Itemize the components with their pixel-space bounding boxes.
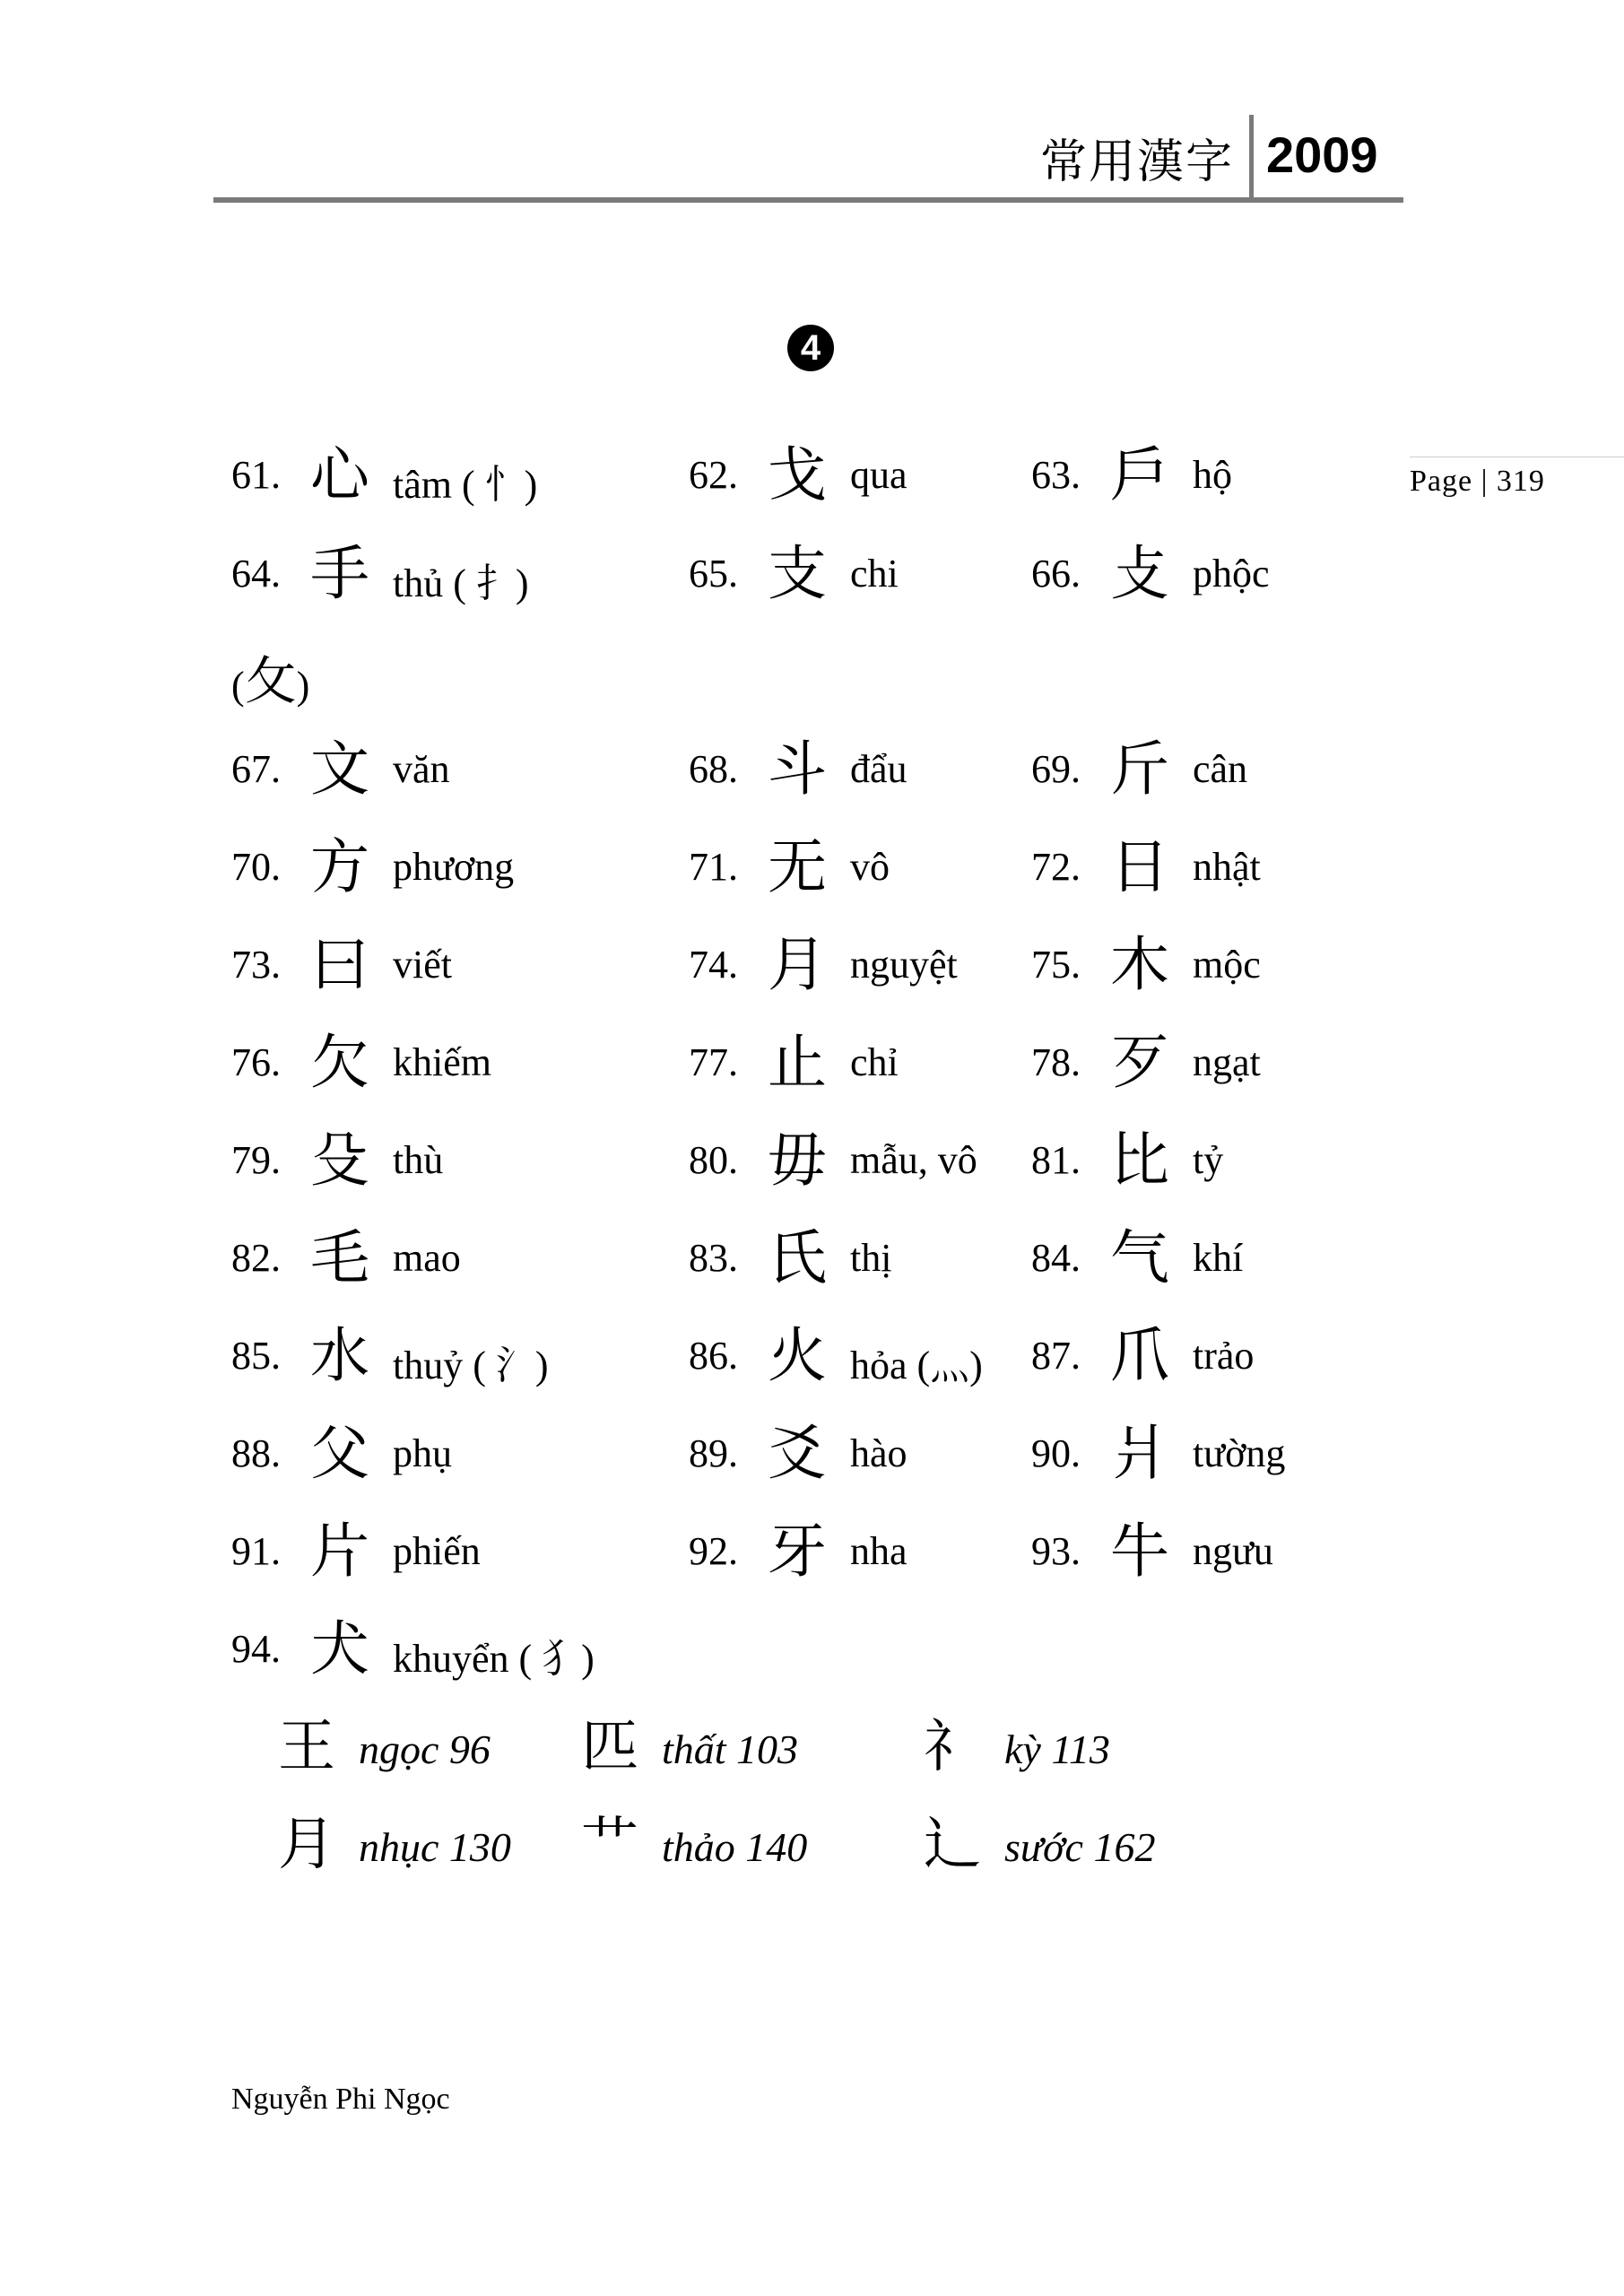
entry-character: 手 xyxy=(310,539,369,608)
entry-number: 71. xyxy=(689,845,738,889)
variant-reading: kỳ 113 xyxy=(1004,1726,1110,1772)
entry-reading: mao xyxy=(393,1236,461,1280)
entry-character: 欠 xyxy=(310,1028,369,1097)
entry-number: 74. xyxy=(689,943,738,987)
entry-reading: tường xyxy=(1193,1431,1286,1475)
page-number: Page | 319 xyxy=(1410,465,1545,498)
entry-reading: ngạt xyxy=(1193,1040,1261,1084)
continuation-close-paren: ) xyxy=(296,664,310,708)
entry-number: 76. xyxy=(231,1040,281,1084)
entry-number: 61. xyxy=(231,453,281,497)
entry-number: 94. xyxy=(231,1627,281,1671)
entry-number: 85. xyxy=(231,1334,281,1378)
entry-number: 92. xyxy=(689,1529,738,1573)
entry-character: 爻 xyxy=(768,1419,827,1488)
entry-number: 65. xyxy=(689,552,738,596)
entry-reading: nhật xyxy=(1193,845,1261,889)
entry-reading: cân xyxy=(1193,747,1248,791)
entry-number: 88. xyxy=(231,1431,281,1475)
entry-character: 爿 xyxy=(1110,1419,1169,1488)
entry-reading: nguyệt xyxy=(850,943,958,987)
entry-reading: chỉ xyxy=(850,1040,899,1084)
entry-reading: phộc xyxy=(1193,552,1270,596)
variant-character: 匹 xyxy=(581,1714,638,1780)
header-year: 2009 xyxy=(1266,126,1378,183)
entry-number: 70. xyxy=(231,845,281,889)
variant-character: 月 xyxy=(278,1812,335,1878)
entry-number: 62. xyxy=(689,453,738,497)
entry-number: 78. xyxy=(1031,1040,1081,1084)
variant-reading: nhục 130 xyxy=(359,1824,511,1870)
entry-reading: chi xyxy=(850,552,899,596)
entry-character: 毋 xyxy=(768,1126,827,1195)
entry-number: 91. xyxy=(231,1529,281,1573)
entry-reading: hào xyxy=(850,1431,908,1475)
entry-character: 火 xyxy=(768,1321,827,1390)
entry-reading: văn xyxy=(393,747,450,791)
variant-character: 艹 xyxy=(581,1812,638,1878)
entry-number: 84. xyxy=(1031,1236,1081,1280)
entry-continuation xyxy=(231,639,309,714)
section-number-badge: 4 xyxy=(787,325,834,371)
entry-reading: khiếm xyxy=(393,1040,491,1084)
entry-reading: trảo xyxy=(1193,1334,1255,1378)
variant-reading: ngọc 96 xyxy=(359,1726,491,1772)
variant-reading: sước 162 xyxy=(1004,1824,1156,1870)
entry-reading: khí xyxy=(1193,1236,1244,1280)
entry-number: 82. xyxy=(231,1236,281,1280)
entry-number: 68. xyxy=(689,747,738,791)
entry-character: 爪 xyxy=(1110,1321,1169,1390)
entry-character: 支 xyxy=(768,539,827,608)
entry-character: 牛 xyxy=(1110,1517,1169,1586)
entry-reading: nha xyxy=(850,1529,908,1573)
entry-reading: phụ xyxy=(393,1431,452,1475)
entry-number: 67. xyxy=(231,747,281,791)
variant-character: 礻 xyxy=(924,1714,981,1780)
footer-author: Nguyễn Phi Ngọc xyxy=(231,2083,450,2116)
entry-character: 氏 xyxy=(768,1223,827,1292)
entry-number: 83. xyxy=(689,1236,738,1280)
entry-character: 戈 xyxy=(768,440,827,509)
entry-character: 斤 xyxy=(1110,735,1169,804)
variant-reading: thất 103 xyxy=(662,1726,799,1772)
entry-number: 79. xyxy=(231,1138,281,1182)
entry-character: 日 xyxy=(1110,832,1169,901)
entry-number: 77. xyxy=(689,1040,738,1084)
entry-character: 比 xyxy=(1110,1126,1169,1195)
entry-character: 斗 xyxy=(768,735,827,804)
entry-number: 93. xyxy=(1031,1529,1081,1573)
entry-character: 戶 xyxy=(1110,440,1169,509)
entry-character: 殳 xyxy=(310,1126,369,1195)
entry-character: 心 xyxy=(310,440,369,509)
entry-reading: tâm ( 忄) xyxy=(393,463,538,507)
entry-number: 89. xyxy=(689,1431,738,1475)
variant-character: 王 xyxy=(278,1714,335,1780)
entry-number: 72. xyxy=(1031,845,1081,889)
entry-reading: ngưu xyxy=(1193,1529,1273,1573)
variant-character: 辶 xyxy=(924,1812,981,1878)
entry-number: 66. xyxy=(1031,552,1081,596)
entry-character: 方 xyxy=(310,832,369,901)
entry-reading: mộc xyxy=(1193,943,1261,987)
entry-number: 87. xyxy=(1031,1334,1081,1378)
entry-reading: tỷ xyxy=(1193,1138,1224,1182)
entry-reading: qua xyxy=(850,453,908,497)
continuation-open-paren: ( xyxy=(231,664,245,708)
entry-number: 73. xyxy=(231,943,281,987)
entry-character: 木 xyxy=(1110,930,1169,999)
entry-number: 63. xyxy=(1031,453,1081,497)
entry-reading: phương xyxy=(393,845,515,889)
variant-reading: thảo 140 xyxy=(662,1824,808,1870)
entry-reading: thù xyxy=(393,1138,444,1182)
entry-character: 歹 xyxy=(1110,1028,1169,1097)
entry-number: 69. xyxy=(1031,747,1081,791)
entry-reading: hộ xyxy=(1193,453,1232,497)
entry-number: 90. xyxy=(1031,1431,1081,1475)
entry-reading: thuỷ ( 氵) xyxy=(393,1344,549,1387)
entry-character: 曰 xyxy=(310,930,369,999)
entry-reading: khuyển ( 犭) xyxy=(393,1637,595,1681)
entry-character: 片 xyxy=(310,1517,369,1586)
entry-character: 毛 xyxy=(310,1223,369,1292)
entry-reading: thủ ( 扌) xyxy=(393,561,529,605)
entry-reading: thị xyxy=(850,1236,892,1280)
entry-character: 文 xyxy=(310,735,369,804)
entry-number: 75. xyxy=(1031,943,1081,987)
entry-character: 水 xyxy=(310,1321,369,1390)
entry-number: 80. xyxy=(689,1138,738,1182)
entry-reading: đẩu xyxy=(850,747,908,791)
entry-character: 止 xyxy=(768,1028,827,1097)
entry-character: 月 xyxy=(768,930,827,999)
entry-number: 64. xyxy=(231,552,281,596)
entry-character: 气 xyxy=(1110,1223,1169,1292)
entry-reading: phiến xyxy=(393,1529,481,1573)
header-title: 常用漢字 xyxy=(1040,135,1235,189)
entry-reading: vô xyxy=(850,845,890,889)
entry-character: 父 xyxy=(310,1419,369,1488)
entry-number: 81. xyxy=(1031,1138,1081,1182)
continuation-character: 攵 xyxy=(244,650,297,711)
entry-reading: viết xyxy=(393,943,452,987)
entry-character: 无 xyxy=(768,832,827,901)
entry-character: 攴 xyxy=(1110,539,1169,608)
entry-character: 犬 xyxy=(310,1614,369,1683)
entry-reading: hỏa (灬) xyxy=(850,1344,983,1387)
header-rule xyxy=(213,197,1403,203)
entry-reading: mẫu, vô xyxy=(850,1138,977,1182)
entry-character: 牙 xyxy=(768,1517,827,1586)
entry-number: 86. xyxy=(689,1334,738,1378)
header-separator xyxy=(1249,115,1254,200)
